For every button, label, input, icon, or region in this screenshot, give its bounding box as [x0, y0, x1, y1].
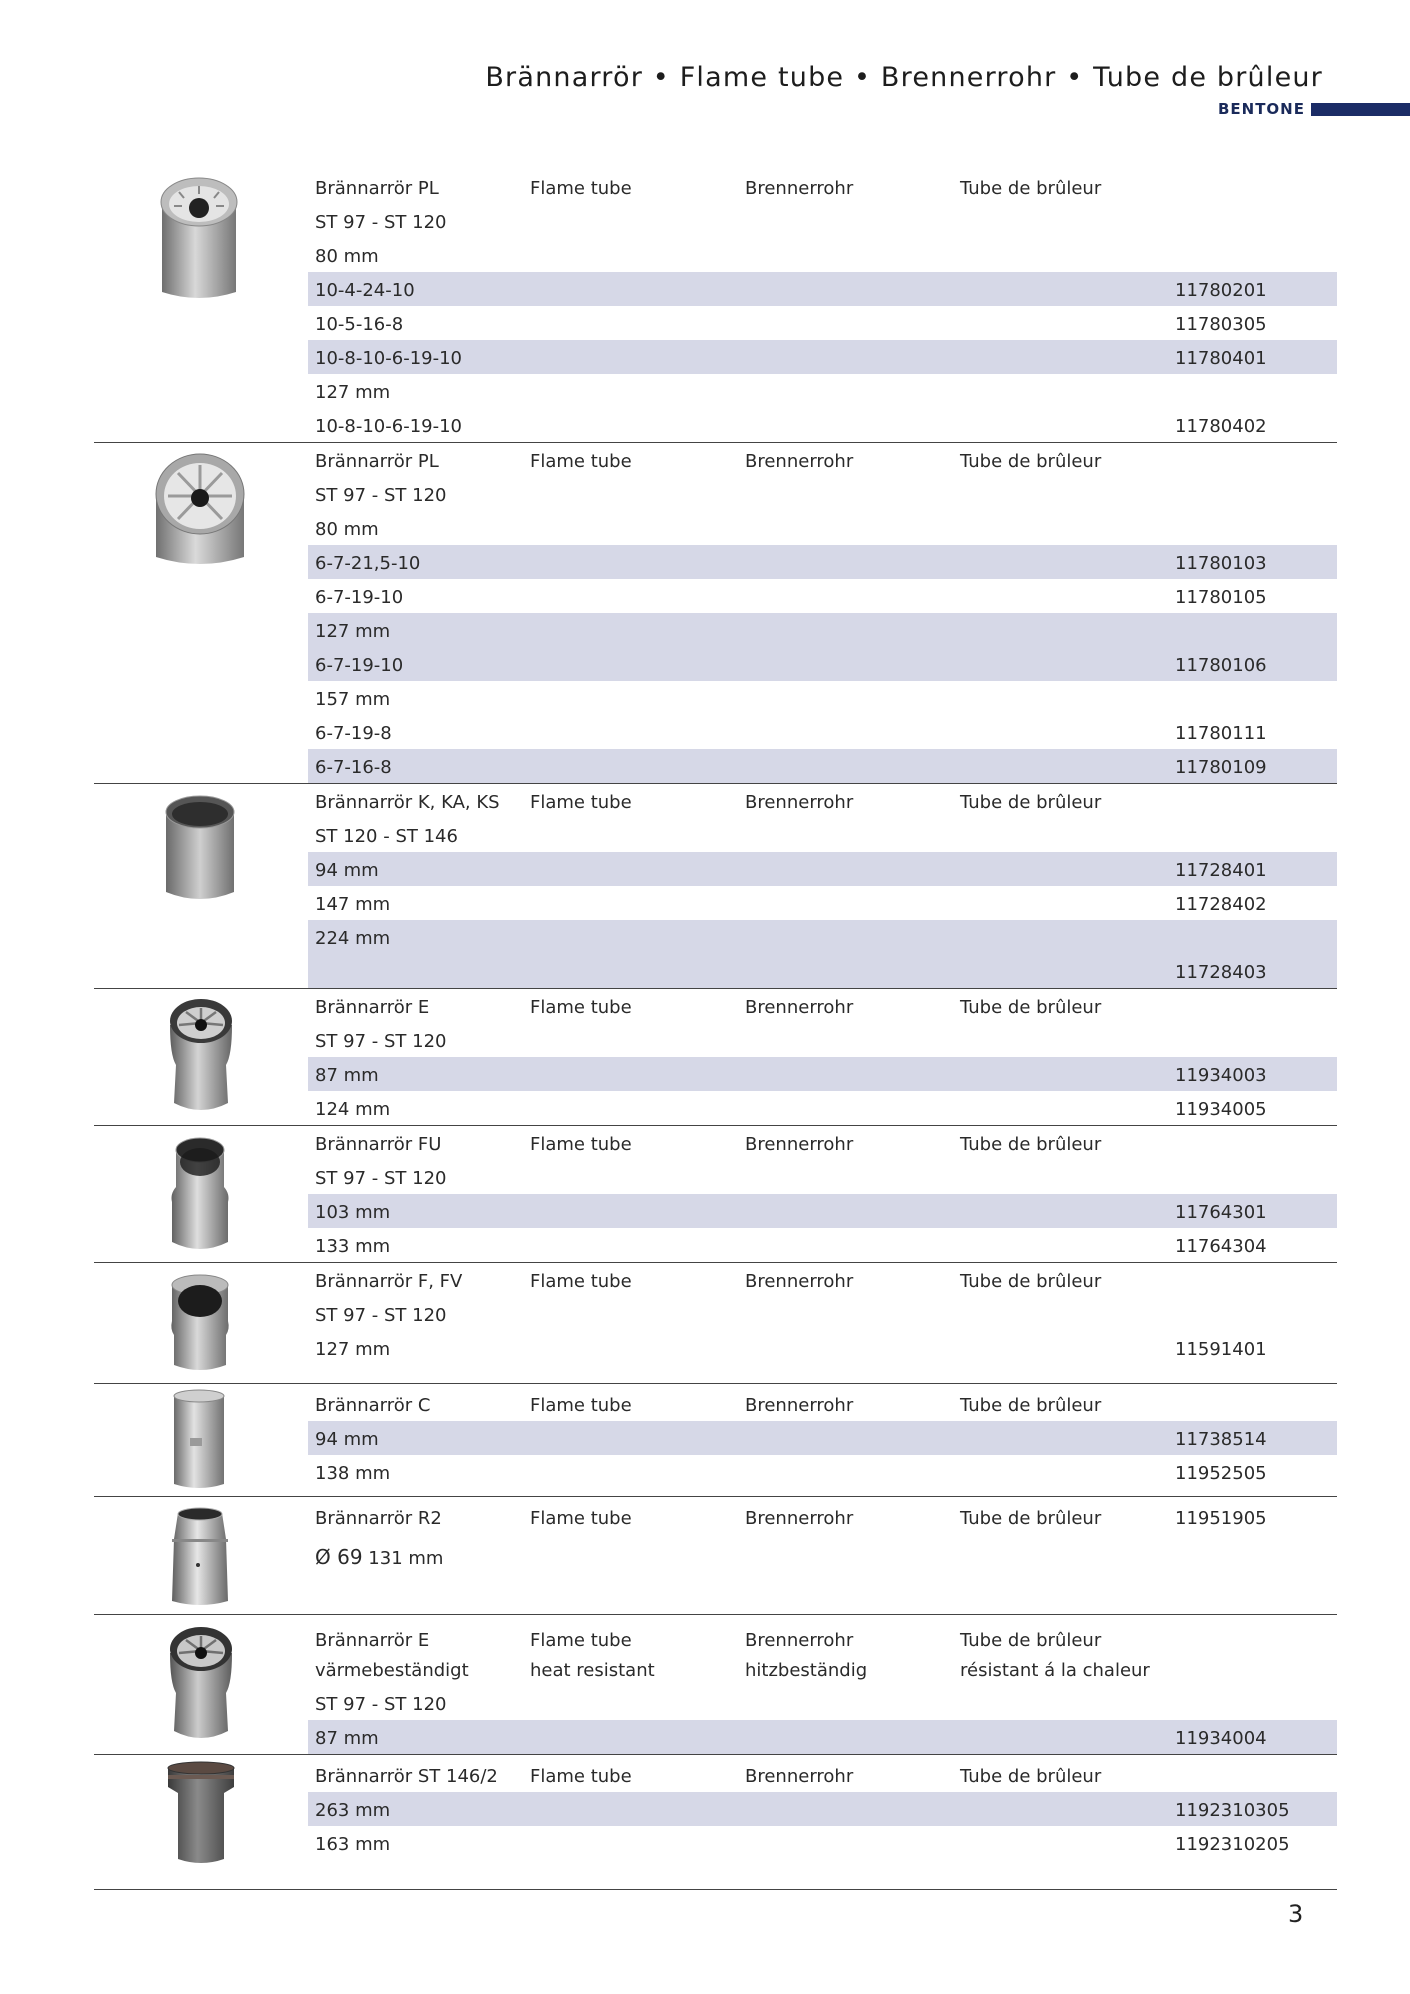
flame-tube-fu-image — [168, 1132, 232, 1256]
spacer-row — [308, 1489, 1337, 1496]
table-row — [308, 1656, 1337, 1686]
spec: 124 mm — [315, 1099, 391, 1120]
spec: 157 mm — [315, 689, 391, 710]
product-block — [94, 1263, 1337, 1384]
name-sv: Brännarrör E — [315, 997, 430, 1018]
product-block — [94, 1497, 1337, 1615]
spec: 80 mm — [315, 246, 379, 267]
flame-tube-st-146-2-image — [164, 1761, 238, 1867]
name-sv: Brännarrör PL — [315, 451, 439, 472]
name-de: Brennerrohr — [745, 1395, 854, 1416]
article-number: 11780402 — [1175, 416, 1267, 437]
qualifier-de: hitzbeständig — [745, 1660, 868, 1681]
spec: 87 mm — [315, 1728, 379, 1749]
flame-tube-e-image — [166, 995, 236, 1117]
name-sv: Brännarrör K, KA, KS — [315, 792, 500, 813]
spec: 10-4-24-10 — [315, 280, 415, 301]
product-block — [94, 1755, 1337, 1890]
table-row — [308, 545, 1337, 579]
name-en: Flame tube — [530, 792, 632, 813]
table-row — [308, 818, 1337, 852]
name-fr: Tube de brûleur — [960, 792, 1102, 813]
name-en: Flame tube — [530, 1508, 632, 1529]
table-row — [308, 272, 1337, 306]
article-number: 11934005 — [1175, 1099, 1267, 1120]
product-catalog — [94, 170, 1337, 1890]
spec: 163 mm — [315, 1834, 391, 1855]
table-row — [308, 204, 1337, 238]
name-fr: Tube de brûleur — [960, 997, 1102, 1018]
product-image-cell — [94, 1615, 308, 1754]
spec — [315, 1545, 443, 1569]
table-row — [308, 1455, 1337, 1489]
table-row — [308, 681, 1337, 715]
name-sv: Brännarrör E — [315, 1630, 430, 1651]
spec: 138 mm — [315, 1463, 391, 1484]
product-block — [94, 443, 1337, 784]
spec: ST 120 - ST 146 — [315, 826, 458, 847]
product-header-row — [308, 784, 1337, 818]
article-number: 11780106 — [1175, 655, 1267, 676]
brand-logo-text: BENTONE — [1217, 100, 1305, 118]
table-row — [308, 1421, 1337, 1455]
table-row — [308, 920, 1337, 954]
article-number: 11780103 — [1175, 553, 1267, 574]
product-image-cell — [94, 1497, 308, 1614]
name-de: Brennerrohr — [745, 1508, 854, 1529]
article-number: 11934004 — [1175, 1728, 1267, 1749]
table-row — [308, 886, 1337, 920]
product-block — [94, 1615, 1337, 1755]
table-row — [308, 511, 1337, 545]
table-row — [308, 647, 1337, 681]
article-number: 11780305 — [1175, 314, 1267, 335]
product-block — [94, 170, 1337, 443]
name-en: Flame tube — [530, 997, 632, 1018]
table-row — [308, 852, 1337, 886]
name-fr: Tube de brûleur — [960, 1134, 1102, 1155]
spec: 224 mm — [315, 928, 391, 949]
table-row — [308, 238, 1337, 272]
name-fr: Tube de brûleur — [960, 1630, 1102, 1651]
name-de: Brennerrohr — [745, 997, 854, 1018]
spec: ST 97 - ST 120 — [315, 485, 447, 506]
spec: ST 97 - ST 120 — [315, 1694, 447, 1715]
table-row — [308, 1057, 1337, 1091]
qualifier-en: heat resistant — [530, 1660, 655, 1681]
product-image-cell — [94, 170, 308, 442]
article-number: 11780111 — [1175, 723, 1267, 744]
name-en: Flame tube — [530, 1395, 632, 1416]
product-block — [94, 989, 1337, 1126]
table-row — [308, 613, 1337, 647]
name-de: Brennerrohr — [745, 178, 854, 199]
table-row — [308, 715, 1337, 749]
product-header-row — [308, 989, 1337, 1023]
article-number: 11780109 — [1175, 757, 1267, 778]
table-row — [308, 1160, 1337, 1194]
table-row — [308, 749, 1337, 783]
spec: ST 97 - ST 120 — [315, 212, 447, 233]
article-number: 11591401 — [1175, 1339, 1267, 1360]
spacer-row — [308, 1365, 1337, 1383]
table-row — [308, 477, 1337, 511]
article-number: 11738514 — [1175, 1429, 1267, 1450]
product-image-cell — [94, 443, 308, 783]
table-row — [308, 374, 1337, 408]
name-sv: Brännarrör C — [315, 1395, 431, 1416]
table-row — [308, 1297, 1337, 1331]
table-row — [308, 954, 1337, 988]
product-header-row — [308, 443, 1337, 477]
spec: 133 mm — [315, 1236, 391, 1257]
article-number: 11952505 — [1175, 1463, 1267, 1484]
name-sv: Brännarrör R2 — [315, 1508, 442, 1529]
spec: 103 mm — [315, 1202, 391, 1223]
name-de: Brennerrohr — [745, 1271, 854, 1292]
name-de: Brennerrohr — [745, 451, 854, 472]
article-number: 11764304 — [1175, 1236, 1267, 1257]
spec: 263 mm — [315, 1800, 391, 1821]
name-fr: Tube de brûleur — [960, 178, 1102, 199]
spec: ST 97 - ST 120 — [315, 1305, 447, 1326]
article-number: 11780105 — [1175, 587, 1267, 608]
product-header-row — [308, 170, 1337, 204]
article-number: 11934003 — [1175, 1065, 1267, 1086]
spec: 10-8-10-6-19-10 — [315, 348, 462, 369]
product-header-row — [308, 1126, 1337, 1160]
name-fr: Tube de brûleur — [960, 1766, 1102, 1787]
length: 131 mm — [368, 1548, 444, 1569]
table-row — [308, 1720, 1337, 1754]
product-header-row — [308, 1615, 1337, 1656]
flame-tube-e-heat-resistant-image — [166, 1623, 236, 1745]
name-sv: Brännarrör FU — [315, 1134, 442, 1155]
name-sv: Brännarrör PL — [315, 178, 439, 199]
page-number: 3 — [1288, 1900, 1304, 1928]
spec: 147 mm — [315, 894, 391, 915]
table-row — [308, 1023, 1337, 1057]
qualifier-sv: värmebeständigt — [315, 1660, 469, 1681]
spec: 94 mm — [315, 860, 379, 881]
product-header-row — [308, 1755, 1337, 1792]
table-row — [308, 1792, 1337, 1826]
product-header-row — [308, 1384, 1337, 1421]
product-block — [94, 1126, 1337, 1263]
product-header-row — [308, 1497, 1337, 1534]
name-fr: Tube de brûleur — [960, 1271, 1102, 1292]
spec: 6-7-19-8 — [315, 723, 392, 744]
page-title: Brännarrör • Flame tube • Brennerrohr • Tube de brûleur — [485, 62, 1323, 93]
table-row — [308, 306, 1337, 340]
article-number: 11951905 — [1175, 1508, 1267, 1529]
name-de: Brennerrohr — [745, 1630, 854, 1651]
spec: 6-7-21,5-10 — [315, 553, 421, 574]
article-number: 11728403 — [1175, 962, 1267, 983]
article-number: 1192310205 — [1175, 1834, 1290, 1855]
table-row — [308, 1826, 1337, 1860]
product-image-cell — [94, 1755, 308, 1889]
table-row — [308, 579, 1337, 613]
article-number: 11780201 — [1175, 280, 1267, 301]
spec: 10-8-10-6-19-10 — [315, 416, 462, 437]
article-number: 11764301 — [1175, 1202, 1267, 1223]
spec: 10-5-16-8 — [315, 314, 404, 335]
product-image-cell — [94, 989, 308, 1125]
flame-tube-c-image — [170, 1388, 228, 1492]
name-de: Brennerrohr — [745, 1134, 854, 1155]
table-row — [308, 408, 1337, 442]
article-number: 11780401 — [1175, 348, 1267, 369]
name-en: Flame tube — [530, 1630, 632, 1651]
spec: 6-7-19-10 — [315, 587, 404, 608]
flame-tube-pl-slotted-image — [154, 174, 244, 304]
product-image-cell — [94, 1263, 308, 1383]
name-en: Flame tube — [530, 1766, 632, 1787]
article-number: 1192310305 — [1175, 1800, 1290, 1821]
name-fr: Tube de brûleur — [960, 1508, 1102, 1529]
article-number: 11728401 — [1175, 860, 1267, 881]
product-header-row — [308, 1263, 1337, 1297]
name-en: Flame tube — [530, 1134, 632, 1155]
name-sv: Brännarrör ST 146/2 — [315, 1766, 498, 1787]
article-number: 11728402 — [1175, 894, 1267, 915]
spec: 127 mm — [315, 1339, 391, 1360]
spec: 6-7-19-10 — [315, 655, 404, 676]
table-row — [308, 1194, 1337, 1228]
product-image-cell — [94, 1126, 308, 1262]
spec: ST 97 - ST 120 — [315, 1031, 447, 1052]
flame-tube-k-image — [162, 792, 238, 906]
name-de: Brennerrohr — [745, 792, 854, 813]
table-row — [308, 1091, 1337, 1125]
name-sv: Brännarrör F, FV — [315, 1271, 463, 1292]
name-en: Flame tube — [530, 451, 632, 472]
name-de: Brennerrohr — [745, 1766, 854, 1787]
brand-bar — [1311, 103, 1410, 116]
flame-tube-f-image — [166, 1271, 234, 1375]
spec: ST 97 - ST 120 — [315, 1168, 447, 1189]
spec: 87 mm — [315, 1065, 379, 1086]
name-fr: Tube de brûleur — [960, 1395, 1102, 1416]
spec: 94 mm — [315, 1429, 379, 1450]
table-row — [308, 1534, 1337, 1574]
table-row — [308, 1331, 1337, 1365]
spec: 127 mm — [315, 621, 391, 642]
spec: 80 mm — [315, 519, 379, 540]
name-en: Flame tube — [530, 178, 632, 199]
name-fr: Tube de brûleur — [960, 451, 1102, 472]
table-row — [308, 1686, 1337, 1720]
spacer-row — [308, 1860, 1337, 1889]
flame-tube-r2-image — [168, 1505, 232, 1609]
table-row — [308, 340, 1337, 374]
diameter: Ø 69 — [315, 1545, 363, 1569]
name-en: Flame tube — [530, 1271, 632, 1292]
flame-tube-pl-swirl-image — [150, 449, 250, 571]
product-image-cell — [94, 1384, 308, 1496]
product-block — [94, 784, 1337, 989]
spec: 127 mm — [315, 382, 391, 403]
table-row — [308, 1228, 1337, 1262]
product-block — [94, 1384, 1337, 1497]
product-image-cell — [94, 784, 308, 988]
spacer-row — [308, 1574, 1337, 1614]
spec: 6-7-16-8 — [315, 757, 392, 778]
qualifier-fr: résistant á la chaleur — [960, 1660, 1150, 1681]
